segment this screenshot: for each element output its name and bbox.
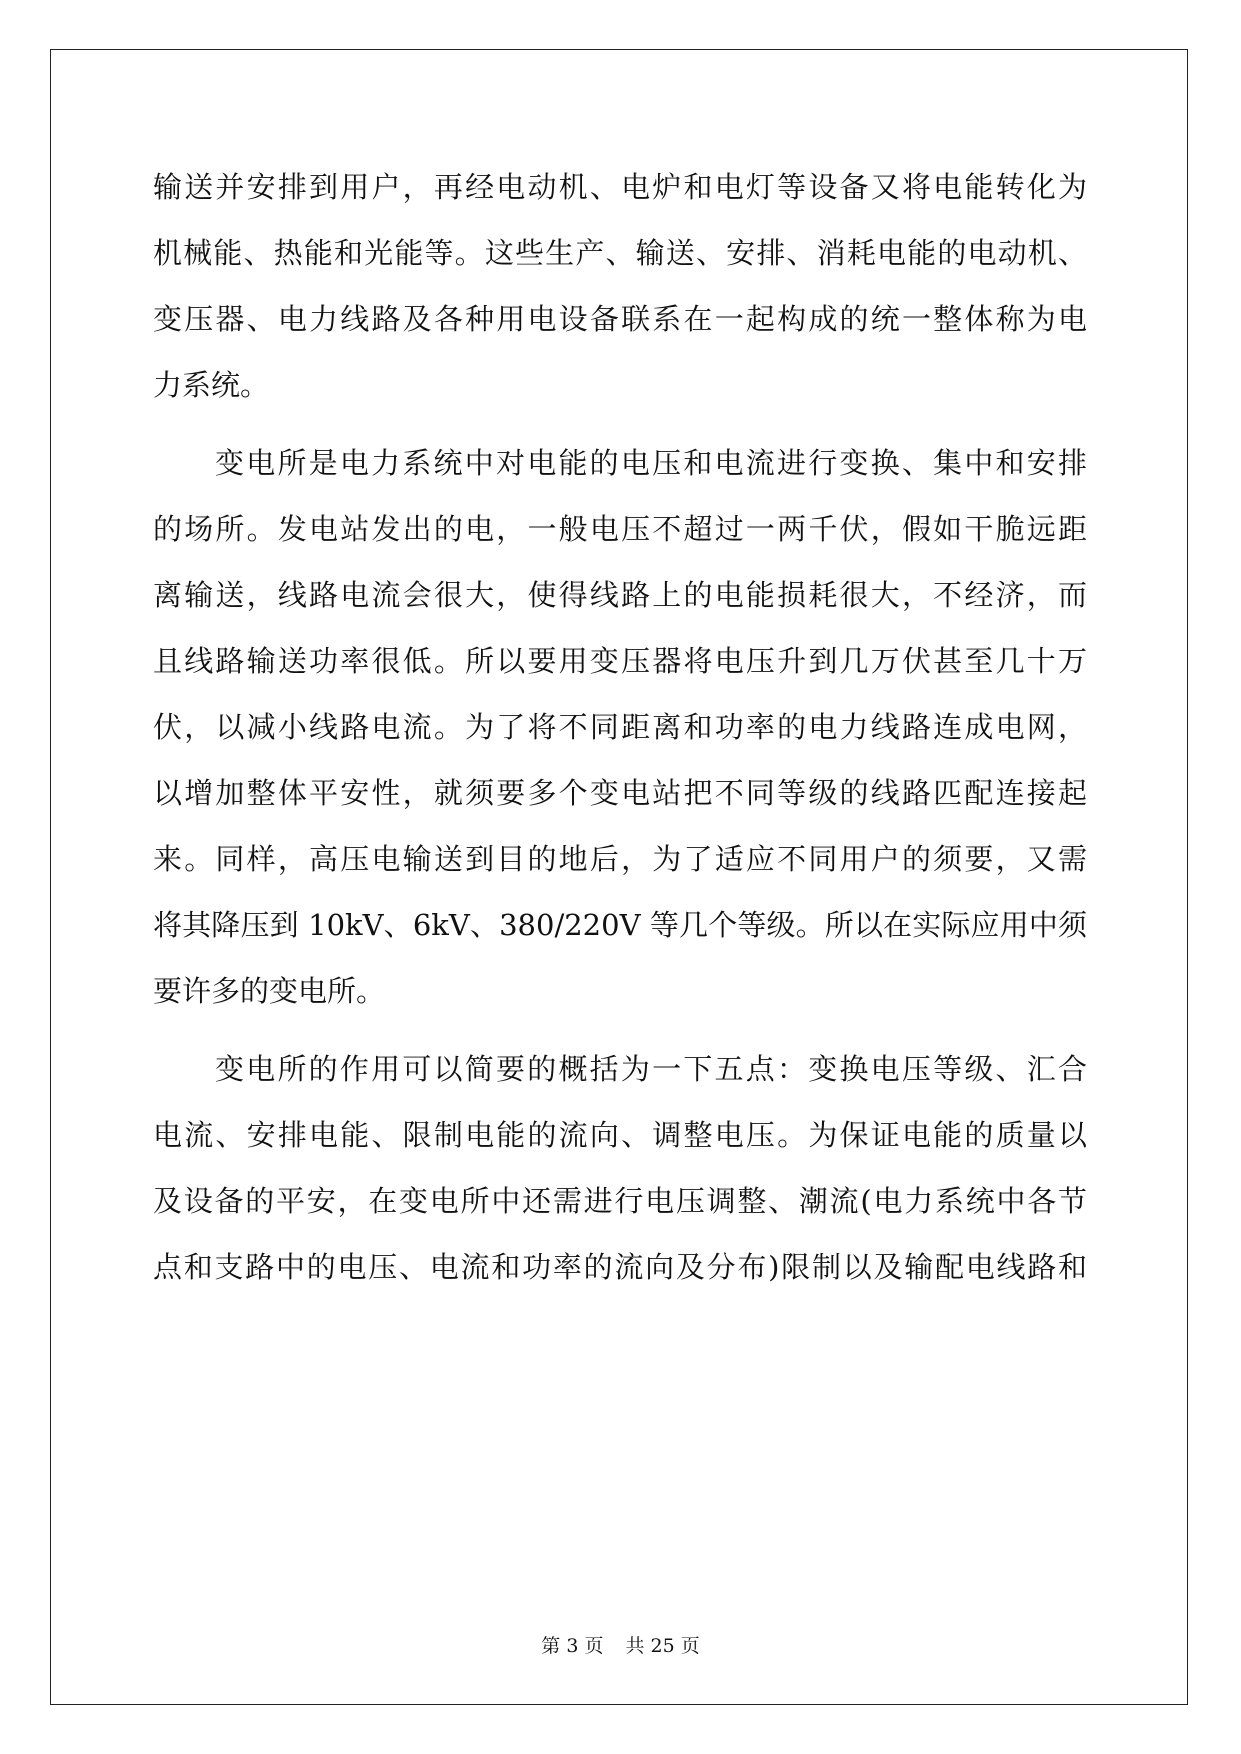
paragraph-line: 力系统。	[153, 368, 270, 402]
paragraph-line: 要许多的变电所。	[153, 974, 386, 1008]
page-footer	[0, 1634, 1241, 1658]
page-number: 第 3 页	[541, 1635, 604, 1657]
paragraph-line: 电流、安排电能、限制电能的流向、调整电压。为保证电能的质量以	[153, 1118, 1087, 1152]
paragraph-line: 来。同样，高压电输送到目的地后，为了适应不同用户的须要，又需	[153, 842, 1087, 876]
paragraph-line: 点和支路中的电压、电流和功率的流向及分布)限制以及输配电线路和	[153, 1250, 1087, 1284]
paragraph-line: 变电所的作用可以简要的概括为一下五点：变换电压等级、汇合	[215, 1052, 1087, 1086]
paragraph-line: 以增加整体平安性，就须要多个变电站把不同等级的线路匹配连接起	[153, 776, 1087, 810]
paragraph-line: 变压器、电力线路及各种用电设备联系在一起构成的统一整体称为电	[153, 302, 1087, 336]
paragraph-line: 且线路输送功率很低。所以要用变压器将电压升到几万伏甚至几十万	[153, 644, 1087, 678]
paragraph-line: 的场所。发电站发出的电，一般电压不超过一两千伏，假如干脆远距	[153, 512, 1087, 546]
total-pages: 共 25 页	[625, 1635, 700, 1657]
paragraph-line: 机械能、热能和光能等。这些生产、输送、安排、消耗电能的电动机、	[153, 236, 1087, 270]
paragraph-line: 将其降压到 10kV、6kV、380/220V 等几个等级。所以在实际应用中须	[153, 908, 1087, 942]
paragraph-line: 及设备的平安，在变电所中还需进行电压调整、潮流(电力系统中各节	[153, 1184, 1087, 1218]
paragraph-line: 离输送，线路电流会很大，使得线路上的电能损耗很大，不经济，而	[153, 578, 1087, 612]
paragraph-line: 输送并安排到用户，再经电动机、电炉和电灯等设备又将电能转化为	[153, 170, 1087, 204]
paragraph-line: 变电所是电力系统中对电能的电压和电流进行变换、集中和安排	[215, 446, 1087, 480]
paragraph-line: 伏，以减小线路电流。为了将不同距离和功率的电力线路连成电网，	[153, 710, 1087, 744]
